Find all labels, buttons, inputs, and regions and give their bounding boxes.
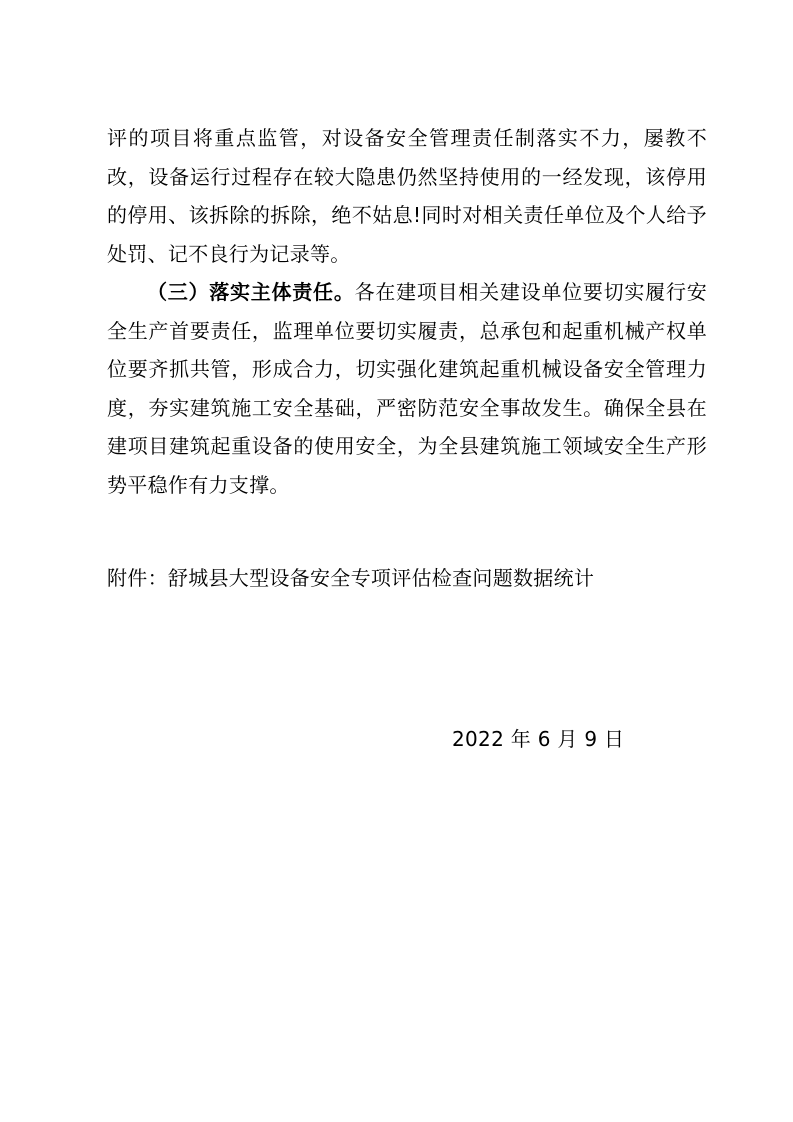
paragraph-continued: 评的项目将重点监管，对设备安全管理责任制落实不力，屡教不改，设备运行过程存在较大隐患仍然坚持使用的一经发现，该停用的停用、该拆除的拆除，绝不姑息!同时对相关责任单位及个人给予处罚、记不良行为记录等。	[107, 126, 707, 266]
attachment-line: 附件：舒城县大型设备安全专项评估检查问题数据统计	[107, 566, 595, 590]
section-3-heading: （三）落实主体责任。	[147, 280, 355, 304]
section-3-body: 各在建项目相关建设单位要切实履行安全生产首要责任，监理单位要切实履责，总承包和起重机械产权单位要齐抓共管，形成合力，切实强化建筑起重机械设备安全管理力度，夯实建筑施工安全基础，严密防范安全事故发生。确保全县在建项目建筑起重设备的使用安全，为全县建筑施工领域安全生产形势平稳作有力支撑。	[107, 280, 707, 497]
section-3-paragraph	[107, 273, 707, 504]
document-body	[107, 119, 707, 504]
document-date: 2022 年 6 月 9 日	[452, 727, 625, 751]
